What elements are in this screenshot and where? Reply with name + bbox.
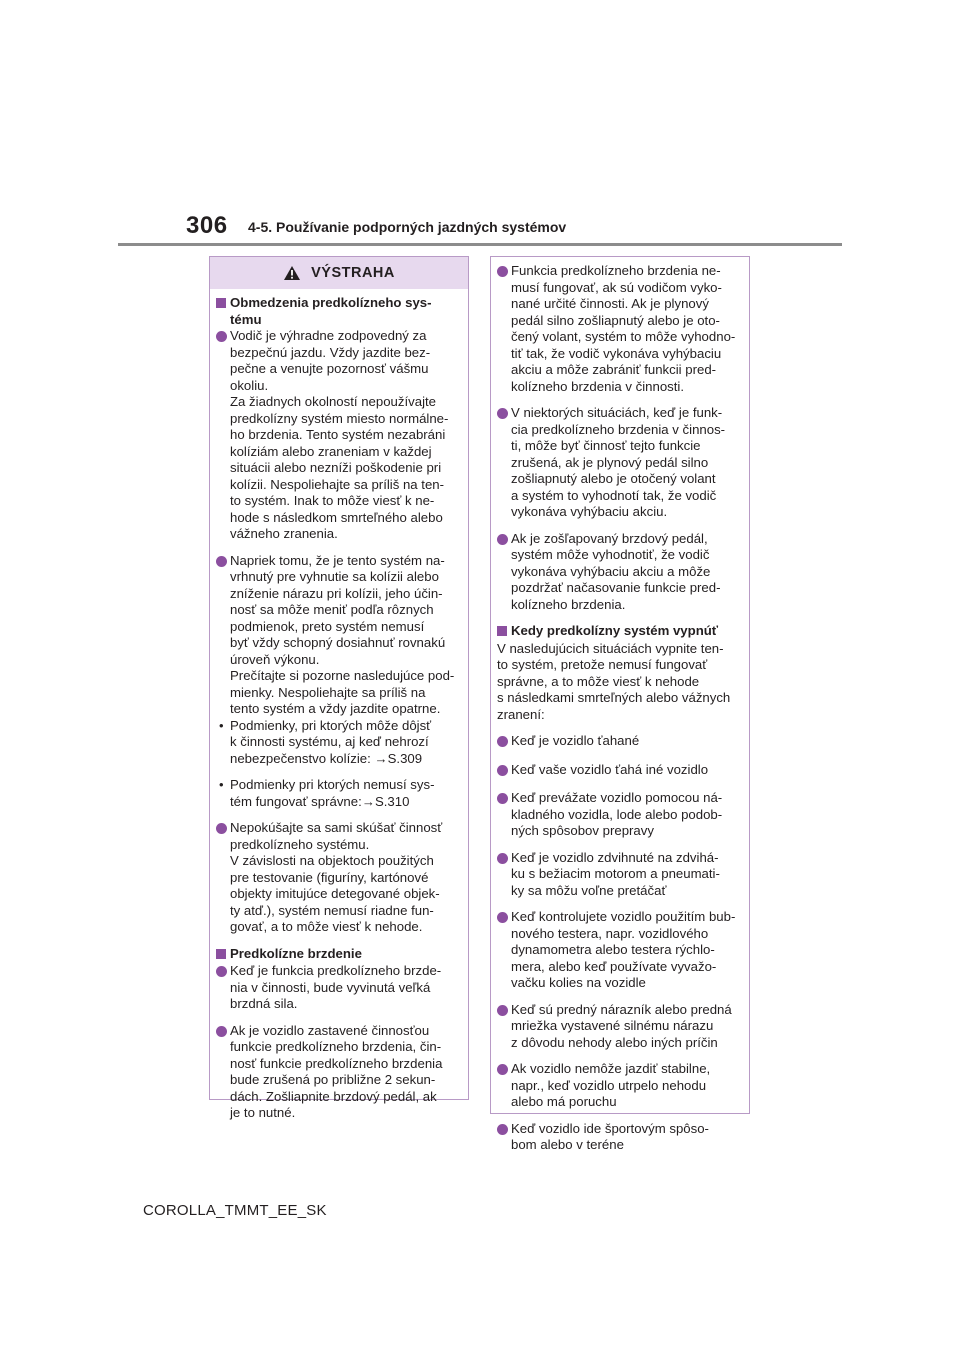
list-item — [497, 909, 743, 992]
header-rule — [118, 243, 842, 246]
list-item — [216, 777, 462, 810]
section-title: 4-5. Používanie podporných jazdných systémov — [248, 219, 567, 235]
list-item — [497, 1121, 743, 1154]
item-text: Ak je vozidlo zastavené činnosťou funkcie predkolízneho brzdenia, čin- nosť funkcie predkolízneho brzdenia bude zrušená po približne 2 sekun- dách. Zošliapnite brzdový pedál, ak je to nutné. — [230, 1022, 443, 1120]
item-text: Nepokúšajte sa sami skúšať činnosť predkolízneho systému. V závislosti na objektoch použitých pre testovanie (figuríny, kartónové objekty imitujúce detegované objek- ty atď.), systém nemusí riadne fun- govať, a to môže viesť k nehode. — [230, 820, 443, 934]
list-item — [497, 1061, 743, 1111]
list-item — [216, 820, 462, 936]
list-item — [497, 733, 743, 752]
item-text: Ak vozidlo nemôže jazdiť stabilne, napr., keď vozidlo utrpelo nehodu alebo má poruchu — [511, 1061, 711, 1109]
page-number: 306 — [186, 212, 228, 239]
circle-bullet-icon — [216, 328, 230, 347]
list-item — [497, 263, 743, 395]
item-text: Keď je vozidlo zdvihnuté na zdvihá- ku s bežiacim motorom a pneumati- ky sa môžu voľne pretáčať — [511, 849, 720, 898]
circle-bullet-icon — [497, 531, 511, 550]
bullet-icon — [216, 718, 230, 735]
paragraph: V nasledujúcich situáciách vypnite ten- to systém, pretože nemusí fungovať správne, a to môže viesť k nehode s následkami smrteľných alebo vážnych zranení: — [497, 640, 731, 722]
circle-bullet-icon — [216, 553, 230, 572]
item-text: Funkcia predkolízneho brzdenia ne- musí fungovať, ak sú vodičom vyko- nané určité činnosti. Ak je plynový pedál silno zošliapnutý alebo je oto- čený volant, systém to môže vyhodno- tiť tak, že vodič vykonáva vyhýbaciu akciu a môže zabrániť funkcii pred- kolízneho brzdenia v činnosti. — [511, 263, 736, 394]
circle-bullet-icon — [497, 1121, 511, 1140]
circle-bullet-icon — [497, 790, 511, 809]
list-item — [497, 850, 743, 900]
circle-bullet-icon — [497, 1002, 511, 1021]
warning-header — [210, 257, 468, 289]
circle-bullet-icon — [497, 733, 511, 752]
list-item — [216, 718, 462, 768]
circle-bullet-icon — [497, 909, 511, 928]
warning-box — [209, 256, 469, 1120]
circle-bullet-icon — [497, 850, 511, 869]
square-bullet-icon — [216, 946, 230, 964]
item-text: Podmienky pri ktorých nemusí sys- tém fungovať správne:→S.310 — [230, 777, 435, 809]
circle-bullet-icon — [497, 263, 511, 282]
list-item — [497, 405, 743, 521]
circle-bullet-icon — [497, 1061, 511, 1080]
warning-title: VÝSTRAHA — [311, 265, 395, 281]
list-item — [216, 1023, 462, 1122]
item-text: Kedy predkolízny systém vypnúť — [511, 623, 719, 638]
circle-bullet-icon — [216, 963, 230, 982]
item-text: Predkolízne brzdenie — [230, 945, 362, 961]
subheading — [216, 946, 462, 964]
list-item — [216, 963, 462, 1013]
bullet-icon — [216, 777, 230, 794]
list-item — [216, 328, 462, 543]
continued-box — [490, 256, 750, 1152]
item-text: Keď kontrolujete vozidlo použitím bub- nového testera, napr. vozidlového dynamometra alebo testera rýchlo- mera, alebo keď používate vyvažo- vačku kolies na vozidle — [511, 909, 736, 990]
continued-content — [491, 257, 749, 1154]
list-item — [497, 790, 743, 840]
circle-bullet-icon — [497, 405, 511, 424]
item-text: Keď vaše vozidlo ťahá iné vozidlo — [511, 761, 709, 777]
item-text: Keď sú predný nárazník alebo predná mriežka vystavené silnému nárazu z dôvodu nehody alebo iných príčin — [511, 1001, 732, 1050]
item-text: Keď je vozidlo ťahané — [511, 733, 640, 748]
item-text: Napriek tomu, že je tento systém na- vrhnutý pre vyhnutie sa kolízii alebo zníženie nárazu pri kolízii, jeho účin- nosť sa môže meniť podľa rôznych podmienok, preto systém nemusí byť vždy schopný dosiahnuť rovnakú úroveň výkonu. Prečítajte si pozorne nasledujúce pod- mienky. Nespoliehajte sa príliš na tento systém a vždy jazdite opatrne. — [230, 552, 455, 716]
subheading — [216, 295, 462, 328]
warning-triangle-icon — [283, 265, 301, 281]
list-item — [497, 1002, 743, 1052]
item-text: Obmedzenia predkolízneho sys- tému — [230, 295, 432, 327]
item-text: Keď je funkcia predkolízneho brzde- nia v činnosti, bude vyvinutá veľká brzdná sila. — [230, 963, 442, 1011]
list-item — [497, 531, 743, 614]
item-text: Vodič je výhradne zodpovedný za bezpečnú jazdu. Vždy jazdite bez- pečne a venujte pozornosť vášmu okoliu. Za žiadnych okolností nepoužívajte predkolízny systém miesto normálne- ho brzdenia. Tento systém nezabráni kolíziám alebo zraneniam v každej situácii alebo nezníži poškodenie pri kolízii. Nespoliehajte sa príliš na ten- to systém. Inak to môže viesť k ne- hode s následkom smrteľného alebo vážneho zranenia. — [230, 328, 449, 541]
document-code: COROLLA_TMMT_EE_SK — [143, 1202, 327, 1219]
item-text: Keď prevážate vozidlo pomocou ná- kladného vozidla, lode alebo podob- ných spôsobov prepravy — [511, 790, 723, 838]
list-item — [216, 553, 462, 718]
item-text: V niektorých situáciách, keď je funk- cia predkolízneho brzdenia v činnos- ti, môže byť činnosť tejto funkcie zrušená, ak je plynový pedál silno zošliapnutý alebo je otočený volant a systém to vyhodnotí tak, že vodič vykonáva vyhýbaciu akciu. — [511, 405, 726, 519]
circle-bullet-icon — [216, 820, 230, 839]
item-text: Keď vozidlo ide športovým spôso- bom alebo v teréne — [511, 1120, 709, 1152]
square-bullet-icon — [216, 295, 230, 313]
subheading — [497, 623, 743, 641]
list-item — [497, 762, 743, 781]
square-bullet-icon — [497, 623, 511, 641]
circle-bullet-icon — [216, 1023, 230, 1042]
item-text: Ak je zošľapovaný brzdový pedál, systém môže vyhodnotiť, že vodič vykonáva vyhýbaciu akciu a môže pozdržať načasovanie funkcie pred- kolízneho brzdenia. — [511, 530, 721, 612]
item-text: Podmienky, pri ktorých môže dôjsť k činnosti systému, aj keď nehrozí nebezpečenstvo kolízie: →S.309 — [230, 717, 432, 766]
circle-bullet-icon — [497, 762, 511, 781]
warning-content — [210, 289, 468, 1122]
